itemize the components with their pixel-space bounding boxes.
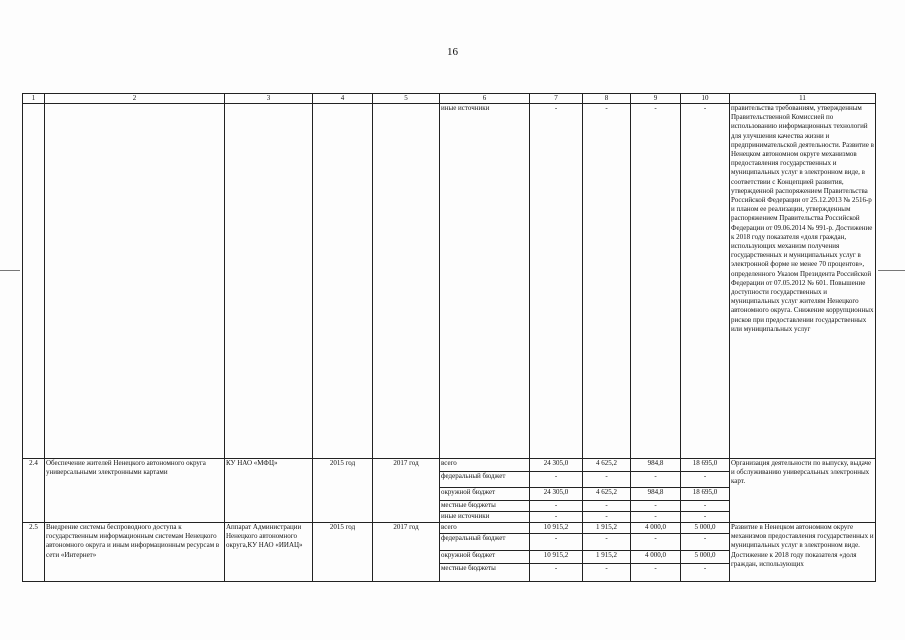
row24-v10-4: - [681,512,730,523]
continued-v8: - [583,104,631,459]
row24-v10-0: 18 695,0 [681,459,730,472]
row24-v7-0: 24 305,0 [530,459,583,472]
row25-v10-2: 5 000,0 [681,551,730,564]
header-col-4: 4 [313,94,373,104]
row24-result: Организация деятельности по выпуску, выдаче и обслуживанию универсальных электронных карт. [730,459,876,523]
row24-v10-1: - [681,472,730,488]
row25-v9-3: - [631,564,681,582]
header-col-1: 1 [23,94,45,104]
continued-source: иные источники [440,104,530,459]
row24-start: 2015 год [313,459,373,523]
row25-src-2: окружной бюджет [440,551,530,564]
row25-v8-1: - [583,534,631,551]
row24-v9-1: - [631,472,681,488]
row24-v9-2: 984,8 [631,488,681,501]
row25-v8-0: 1 915,2 [583,523,631,534]
row24-v7-2: 24 305,0 [530,488,583,501]
continued-v10: - [681,104,730,459]
program-table [22,93,876,582]
row24-v8-4: - [583,512,631,523]
row25-v7-1: - [530,534,583,551]
row25-v7-3: - [530,564,583,582]
row25-v10-1: - [681,534,730,551]
row24-src-2: окружной бюджет [440,488,530,501]
row25-v9-0: 4 000,0 [631,523,681,534]
row25-v9-1: - [631,534,681,551]
row25-v9-2: 4 000,0 [631,551,681,564]
left-edge-mark [0,270,20,271]
table-row [23,459,876,472]
table-row [23,523,876,534]
row24-src-4: иные источники [440,512,530,523]
row24-v8-0: 4 625,2 [583,459,631,472]
row24-v7-4: - [530,512,583,523]
row25-v7-2: 10 915,2 [530,551,583,564]
row24-v9-4: - [631,512,681,523]
page-number: 16 [447,46,458,58]
header-col-5: 5 [373,94,440,104]
row24-v9-0: 984,8 [631,459,681,472]
row25-v7-0: 10 915,2 [530,523,583,534]
row24-v7-1: - [530,472,583,488]
continued-row [23,104,876,459]
row25-executor: Аппарат Администрации Ненецкого автономного округа,КУ НАО «ИИАЦ» [225,523,313,582]
row24-v7-3: - [530,501,583,512]
row25-src-3: местные бюджеты [440,564,530,582]
header-col-7: 7 [530,94,583,104]
row25-v8-3: - [583,564,631,582]
row24-num: 2.4 [23,459,45,523]
header-col-3: 3 [225,94,313,104]
row24-v10-2: 18 695,0 [681,488,730,501]
continued-v9: - [631,104,681,459]
row25-v10-3: - [681,564,730,582]
row25-src-0: всего [440,523,530,534]
header-col-10: 10 [681,94,730,104]
header-row [23,94,876,104]
row24-v10-3: - [681,501,730,512]
continued-result: правительства требованиям, утвержденным Правительственной Комиссией по использованию информационных технологий для улучшения качества жизни и предпринимательской деятельности. Развитие в Ненецком автономном округе механизмов предоставления государственных и муниципальных услуг в электронном виде, в соответствии с Концепцией развития, утвержденной распоряжением Правительства Российской Федерации от 25.12.2013 № 2516-р и планом ее реализации, утвержденным распоряжением Правительства Российской Федерации от 09.06.2014 № 991-р. Достижение к 2018 году показателя «доля граждан, использующих механизм получения государственных и муниципальных услуг в электронной форме не менее 70 процентов», определенного Указом Президента Российской Федерации от 07.05.2012 № 601. Повышение доступности государственных и муниципальных услуг жителям Ненецкого автономного округа. Снижение коррупционных рисков при предоставлении государственных или муниципальных услуг [730,104,876,459]
header-col-6: 6 [440,94,530,104]
row24-src-1: федеральный бюджет [440,472,530,488]
row25-result: Развитие в Ненецком автономном округе механизмов предоставления государственных и муниципальных услуг в электронном виде. Достижение к 2018 году показателя «доля граждан, использующих [730,523,876,582]
row24-name: Обеспечение жителей Ненецкого автономного округа универсальными электронными картами [45,459,225,523]
header-col-8: 8 [583,94,631,104]
row24-executor: КУ НАО «МФЦ» [225,459,313,523]
header-col-2: 2 [45,94,225,104]
row25-end: 2017 год [373,523,440,582]
row25-name: Внедрение системы беспроводного доступа к государственным информационным системам Ненецкого автономного округа и иным информационным ресурсам в сети «Интернет» [45,523,225,582]
row24-end: 2017 год [373,459,440,523]
continued-v7: - [530,104,583,459]
row24-v8-2: 4 625,2 [583,488,631,501]
row24-src-0: всего [440,459,530,472]
row25-v10-0: 5 000,0 [681,523,730,534]
header-col-9: 9 [631,94,681,104]
row24-v8-3: - [583,501,631,512]
row24-v8-1: - [583,472,631,488]
row24-src-3: местные бюджеты [440,501,530,512]
row25-v8-2: 1 915,2 [583,551,631,564]
row25-src-1: федеральный бюджет [440,534,530,551]
row25-num: 2.5 [23,523,45,582]
header-col-11: 11 [730,94,876,104]
row25-start: 2015 год [313,523,373,582]
row24-v9-3: - [631,501,681,512]
right-edge-mark [878,270,905,271]
